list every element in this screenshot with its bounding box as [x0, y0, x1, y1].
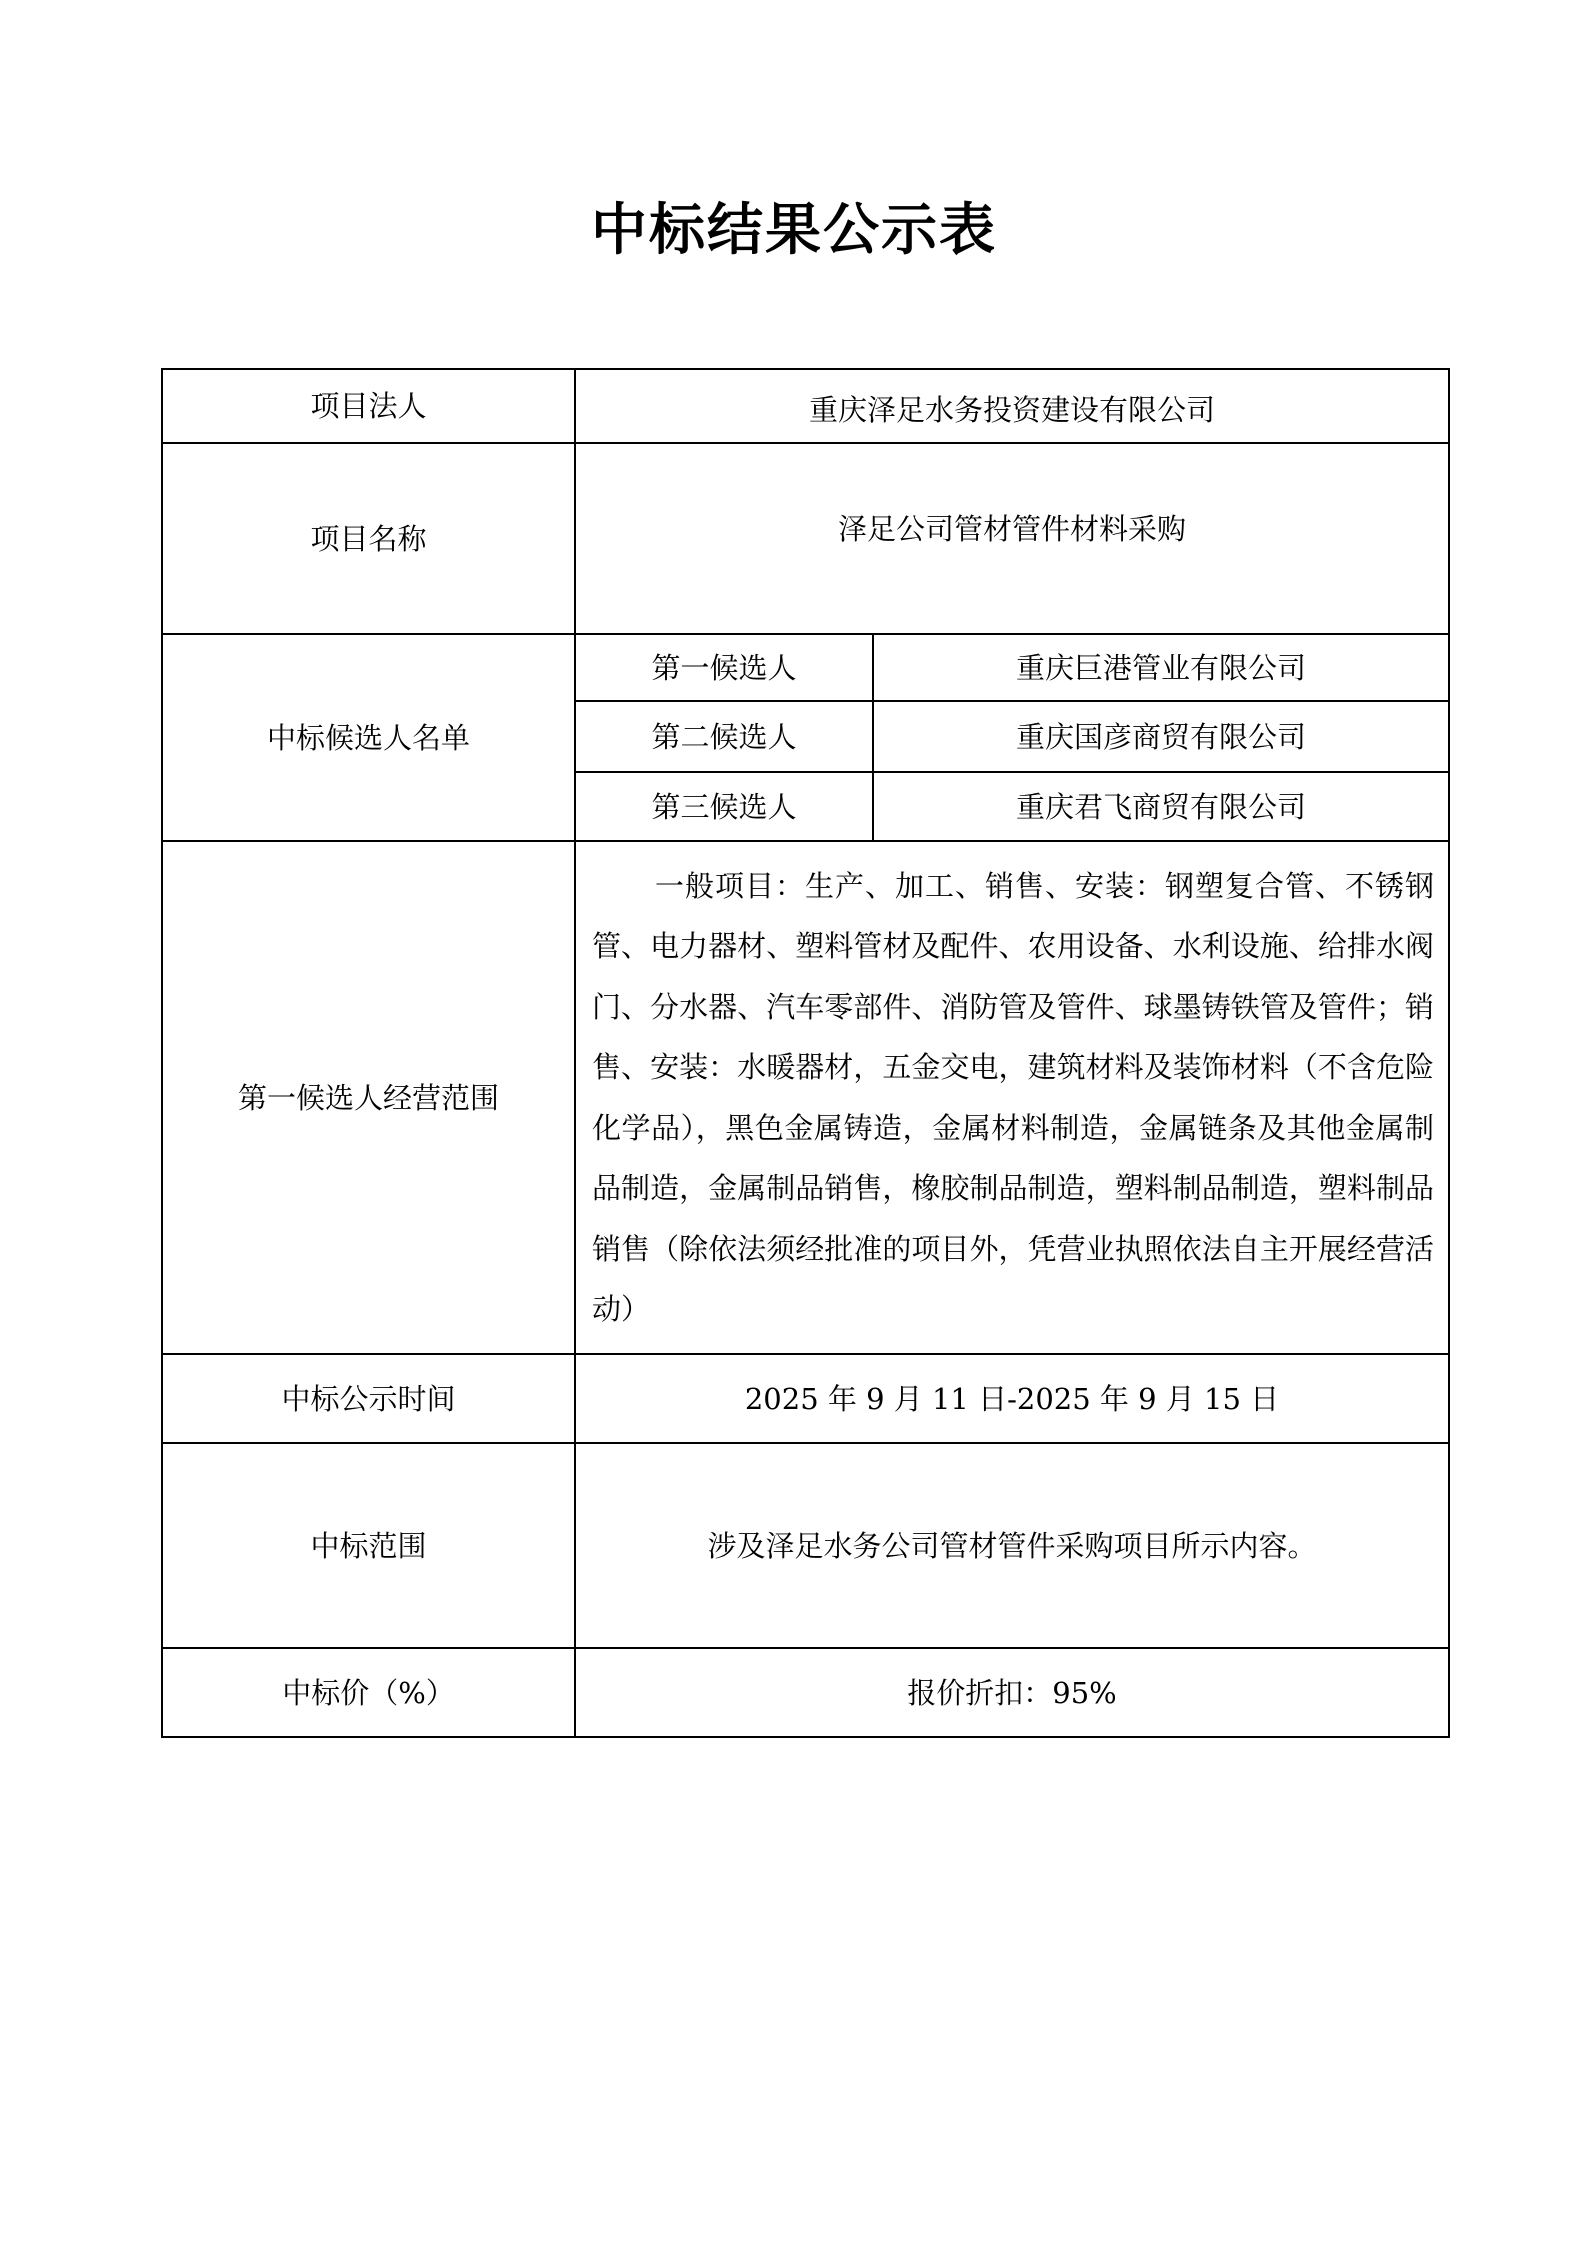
project-owner-value: 重庆泽足水务投资建设有限公司 [575, 369, 1449, 443]
candidate-3-company: 重庆君飞商贸有限公司 [873, 772, 1449, 841]
publicity-period-value: 2025 年 9 月 11 日-2025 年 9 月 15 日 [575, 1354, 1449, 1443]
candidate-2-company: 重庆国彦商贸有限公司 [873, 701, 1449, 772]
bid-price-label: 中标价（%） [162, 1648, 575, 1737]
business-scope-label: 第一候选人经营范围 [162, 841, 575, 1354]
candidate-2-rank: 第二候选人 [575, 701, 873, 772]
row-publicity-period [162, 1354, 1449, 1443]
row-bid-price [162, 1648, 1449, 1737]
project-owner-label: 项目法人 [162, 369, 575, 443]
row-candidate-1 [162, 634, 1449, 701]
candidate-1-company: 重庆巨港管业有限公司 [873, 634, 1449, 701]
bid-result-table [161, 368, 1450, 1738]
row-project-owner [162, 369, 1449, 443]
bid-scope-label: 中标范围 [162, 1443, 575, 1648]
candidates-label: 中标候选人名单 [162, 634, 575, 841]
business-scope-cell [575, 841, 1449, 1354]
project-name-value: 泽足公司管材管件材料采购 [575, 443, 1449, 634]
row-business-scope [162, 841, 1449, 1354]
bid-scope-value: 涉及泽足水务公司管材管件采购项目所示内容。 [575, 1443, 1449, 1648]
row-bid-scope [162, 1443, 1449, 1648]
publicity-period-label: 中标公示时间 [162, 1354, 575, 1443]
bid-price-value: 报价折扣：95% [575, 1648, 1449, 1737]
candidate-1-rank: 第一候选人 [575, 634, 873, 701]
row-project-name [162, 443, 1449, 634]
business-scope-value: 一般项目：生产、加工、销售、安装：钢塑复合管、不锈钢管、电力器材、塑料管材及配件、农用设备、水利设施、给排水阀门、分水器、汽车零部件、消防管及管件、球墨铸铁管及管件；销售、安装：水暖器材，五金交电，建筑材料及装饰材料（不含危险化学品），黑色金属铸造，金属材料制造，金属链条及其他金属制品制造，金属制品销售，橡胶制品制造，塑料制品制造，塑料制品销售（除依法须经批准的项目外，凭营业执照依法自主开展经营活动） [592, 868, 1435, 1326]
page-title: 中标结果公示表 [591, 198, 997, 263]
candidate-3-rank: 第三候选人 [575, 772, 873, 841]
project-name-label: 项目名称 [162, 443, 575, 634]
